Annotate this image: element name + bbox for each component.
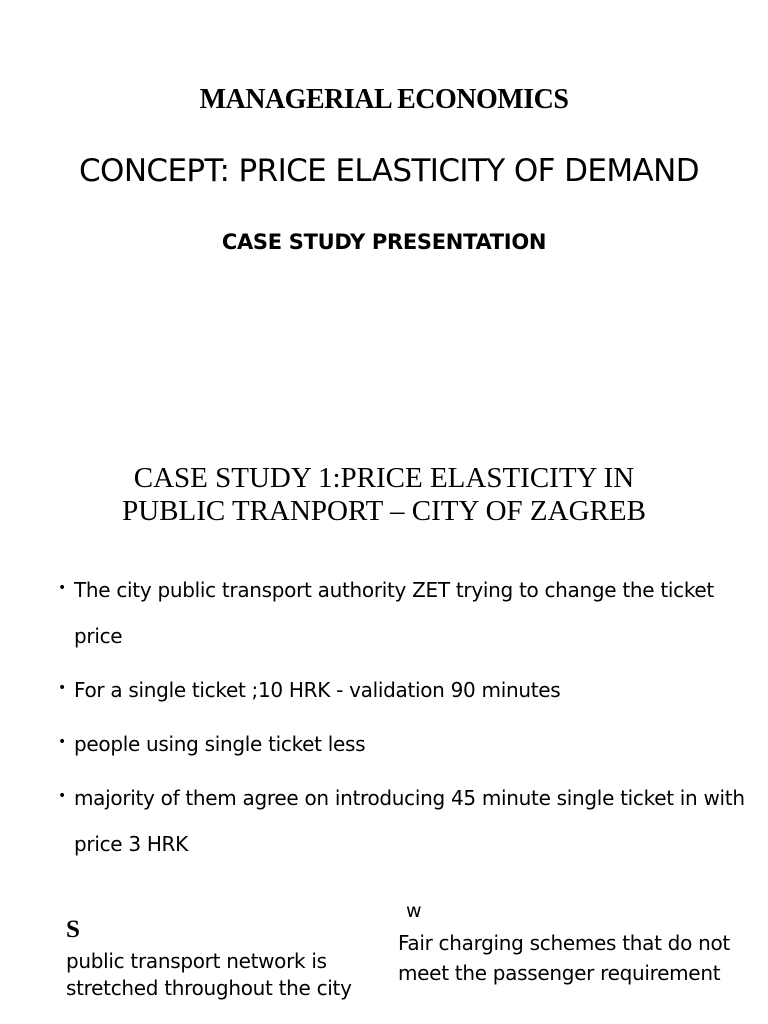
- strengths-text: public transport network is stretched throughout the city: [66, 949, 352, 1000]
- bullet-text: people using single ticket less: [74, 732, 366, 756]
- bullet-list: [58, 567, 748, 875]
- bullet-dot-icon: •: [58, 680, 66, 696]
- bullet-dot-icon: •: [58, 788, 66, 804]
- bullet-text: For a single ticket ;10 HRK - validation 90 minutes: [74, 678, 561, 702]
- bullet-dot-icon: •: [58, 734, 66, 750]
- bullet-item: [58, 775, 748, 867]
- presentation-subtitle: CASE STUDY PRESENTATION: [221, 230, 547, 254]
- concept-heading: CONCEPT: PRICE ELASTICITY OF DEMAND: [78, 153, 700, 189]
- bullet-item: [58, 567, 748, 659]
- case-study-title-line-1: CASE STUDY 1:PRICE ELASTICITY IN: [133, 462, 635, 494]
- case-study-title-line-2: PUBLIC TRANPORT – CITY OF ZAGREB: [122, 495, 646, 527]
- bullet-item: [58, 721, 748, 767]
- strengths-heading: S: [66, 916, 80, 943]
- slide-title: MANAGERIAL ECONOMICS: [199, 84, 569, 115]
- bullet-text: majority of them agree on introducing 45 minute single ticket in with price 3 HRK: [74, 786, 745, 856]
- weaknesses-text: Fair charging schemes that do not meet the passenger requirement: [398, 931, 730, 985]
- bullet-text: The city public transport authority ZET trying to change the ticket price: [74, 578, 714, 648]
- case-study-title: [0, 462, 768, 528]
- weaknesses-heading: w: [406, 900, 422, 922]
- bullet-dot-icon: •: [58, 580, 66, 596]
- bullet-item: [58, 667, 748, 713]
